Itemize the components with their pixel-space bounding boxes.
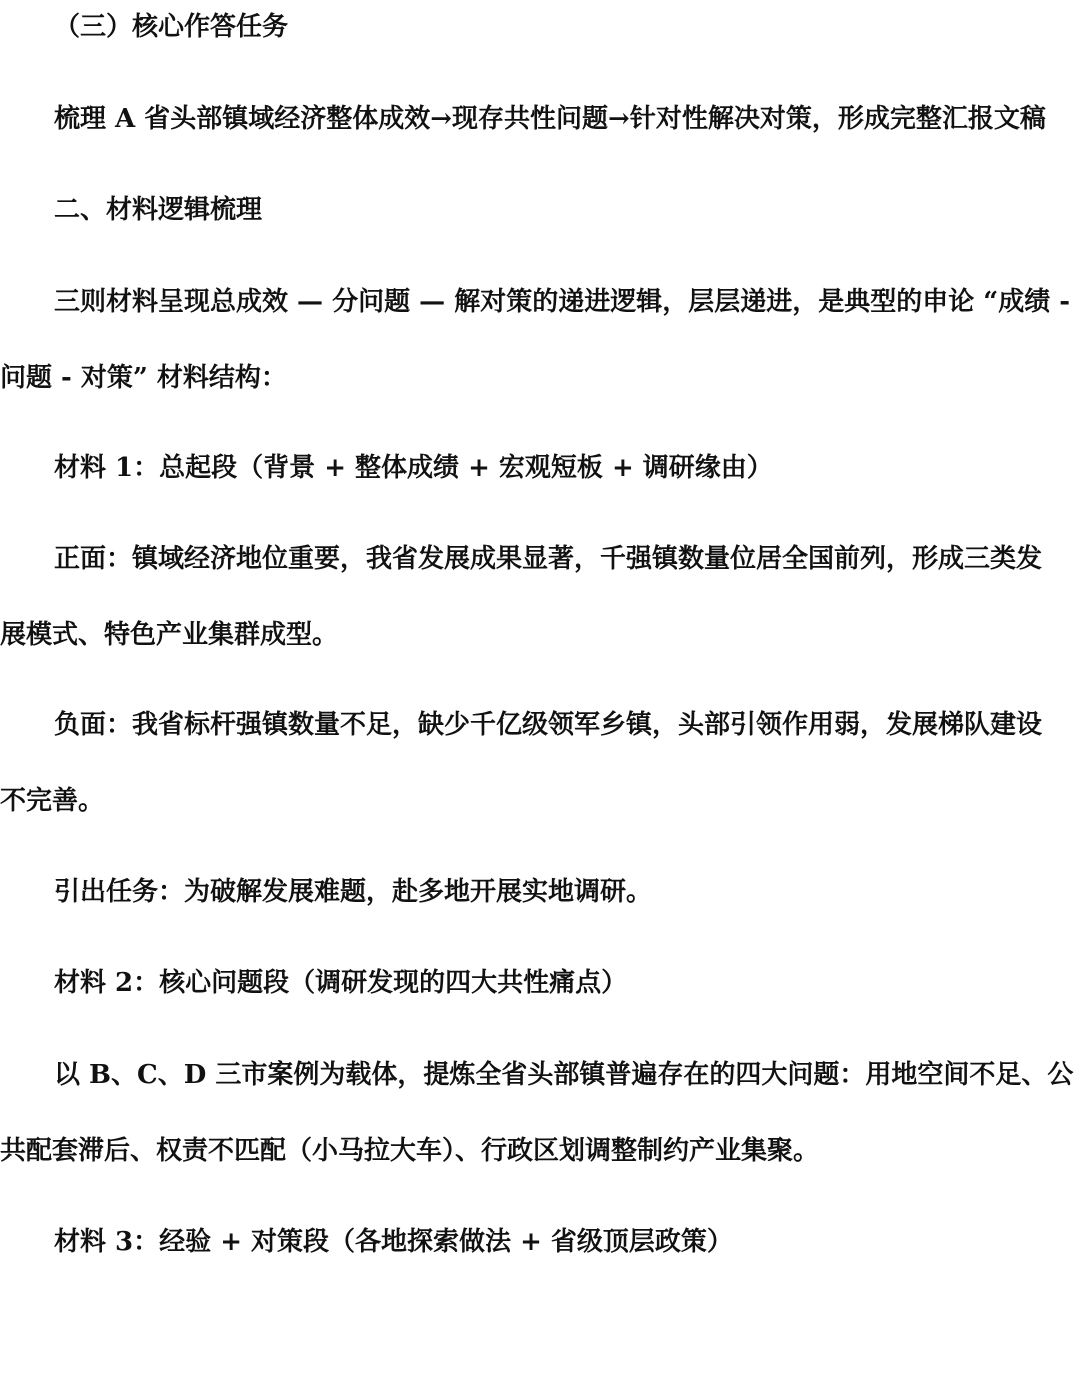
problems-paragraph-line-2: 共配套滞后、权责不匹配（小马拉大车）、行政区划调整制约产业集聚。 [0, 1136, 820, 1166]
heading-material-logic: 二、材料逻辑梳理 [54, 195, 263, 225]
material-1-heading: 材料 1：总起段（背景 + 整体成绩 + 宏观短板 + 调研缘由） [54, 453, 773, 483]
logic-paragraph-line-1: 三则材料呈现总成效 — 分问题 — 解对策的递进逻辑，层层递进，是典型的申论 “成绩 - [54, 287, 1071, 317]
lead-task-paragraph: 引出任务：为破解发展难题，赴多地开展实地调研。 [54, 877, 653, 907]
task-paragraph: 梳理 A 省头部镇域经济整体成效→现存共性问题→针对性解决对策，形成完整汇报文稿 [54, 104, 1046, 134]
material-2-heading: 材料 2：核心问题段（调研发现的四大共性痛点） [54, 968, 628, 998]
negative-paragraph-line-1: 负面：我省标杆强镇数量不足，缺少千亿级领军乡镇，头部引领作用弱，发展梯队建设 [54, 710, 1043, 740]
problems-paragraph-line-1: 以 B、C、D 三市案例为载体，提炼全省头部镇普遍存在的四大问题：用地空间不足、公 [54, 1060, 1074, 1090]
negative-paragraph-line-2: 不完善。 [0, 786, 105, 816]
positive-paragraph-line-1: 正面：镇域经济地位重要，我省发展成果显著，千强镇数量位居全国前列，形成三类发 [54, 544, 1043, 574]
positive-paragraph-line-2: 展模式、特色产业集群成型。 [0, 620, 339, 650]
logic-paragraph-line-2: 问题 - 对策” 材料结构： [0, 363, 287, 393]
heading-core-task: （三）核心作答任务 [54, 12, 289, 42]
material-3-heading: 材料 3：经验 + 对策段（各地探索做法 + 省级顶层政策） [54, 1227, 733, 1257]
